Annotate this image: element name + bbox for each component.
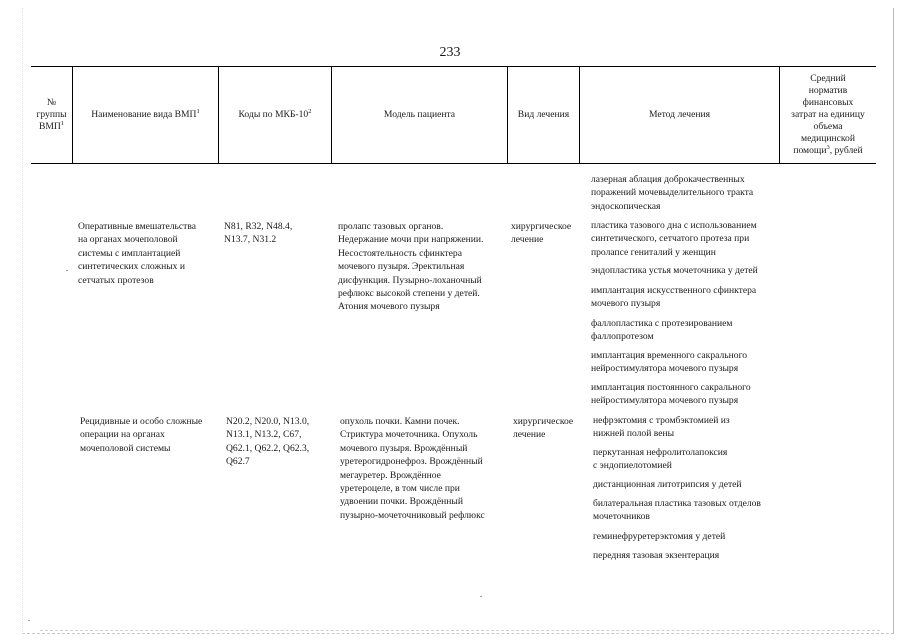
header-treatment-type: Вид лечения (508, 67, 580, 163)
icd-codes-cell: N20.2, N20.0, N13.0, N13.1, N13.2, C67, Q62.1, Q62.2, Q62.3, Q62.7 (226, 416, 310, 468)
header-treatment-method: Метод лечения (580, 67, 780, 163)
method-text: эндопластика устья мочеточника у детей (591, 265, 758, 276)
method-text: имплантация постоянного сакрального нейростимулятора мочевого пузыря (591, 382, 751, 407)
scan-speck (480, 596, 482, 597)
header-vmp-name: Наименование вида ВМП$^1$ (73, 67, 219, 163)
method-text: пластика тазового дна с использованием синтетического, сетчатого протеза при пролапсе гениталий у женщин (591, 220, 757, 258)
method-text: нефрэктомия с тромбэктомией из нижней полой вены (593, 415, 730, 440)
header-icd-codes: Коды по МКБ-$10^2$ (219, 67, 332, 163)
patient-model-cell: пролапс тазовых органов. Недержание мочи при напряжении. Несостоятельность сфинктера мочевого пузыря. Эректильная дисфункция. Пузырно-лоханочный рефлюкс высокой степени у детей. Атония мочевого пузыря (338, 221, 484, 313)
table-header (31, 66, 876, 164)
method-text: дистанционная литотрипсия у детей (593, 479, 742, 490)
method-text: имплантация искусственного сфинктера мочевого пузыря (591, 285, 757, 310)
method-text: передняя тазовая экзентерация (593, 550, 720, 561)
header-group-number: № группы ВМП$^1$ (31, 67, 73, 163)
page-number: 233 (439, 45, 461, 60)
icd-codes-cell: N81, R32, N48.4, N13.7, N31.2 (224, 221, 293, 246)
vmp-name-cell: Рецидивные и особо сложные операции на органах мочеполовой системы (80, 416, 203, 454)
patient-model-cell: опухоль почки. Камни почек. Стриктура мочеточника. Опухоль мочевого пузыря. Врождённый уретерогидронефроз. Врождённый мегауретер. Врождённое уретероцеле, в том числе при удвоении почки. Врождённый пузырно-мочеточниковый рефлюкс (340, 416, 485, 521)
scan-speck (66, 270, 68, 271)
scan-edge-line (40, 630, 880, 631)
treatment-type-cell: хирургическое лечение (513, 416, 574, 441)
method-text: перкутанная нефролитолапоксия с эндопиелотомией (593, 447, 728, 472)
method-text: имплантация временного сакрального нейростимулятора мочевого пузыря (591, 350, 748, 375)
method-text: лазерная аблация доброкачественных поражений мочевыделительного тракта эндоскопическая (591, 174, 754, 212)
method-text: билатеральная пластика тазовых отделов мочеточников (593, 498, 761, 523)
header-cost-normative: Средний норматив финансовых затрат на единицу объема медицинской помощи$^3$, рублей (791, 73, 865, 156)
method-text: фаллопластика с протезированием фаллопротезом (591, 318, 733, 343)
treatment-type-cell: хирургическое лечение (511, 221, 572, 246)
header-patient-model: Модель пациента (332, 67, 508, 163)
scan-speck (28, 620, 30, 621)
vmp-name-cell: Оперативные вмешательства на органах мочеполовой системы с имплантацией синтетических сложных и сетчатых протезов (78, 221, 197, 286)
method-text: геминефруретерэктомия у детей (593, 531, 726, 542)
